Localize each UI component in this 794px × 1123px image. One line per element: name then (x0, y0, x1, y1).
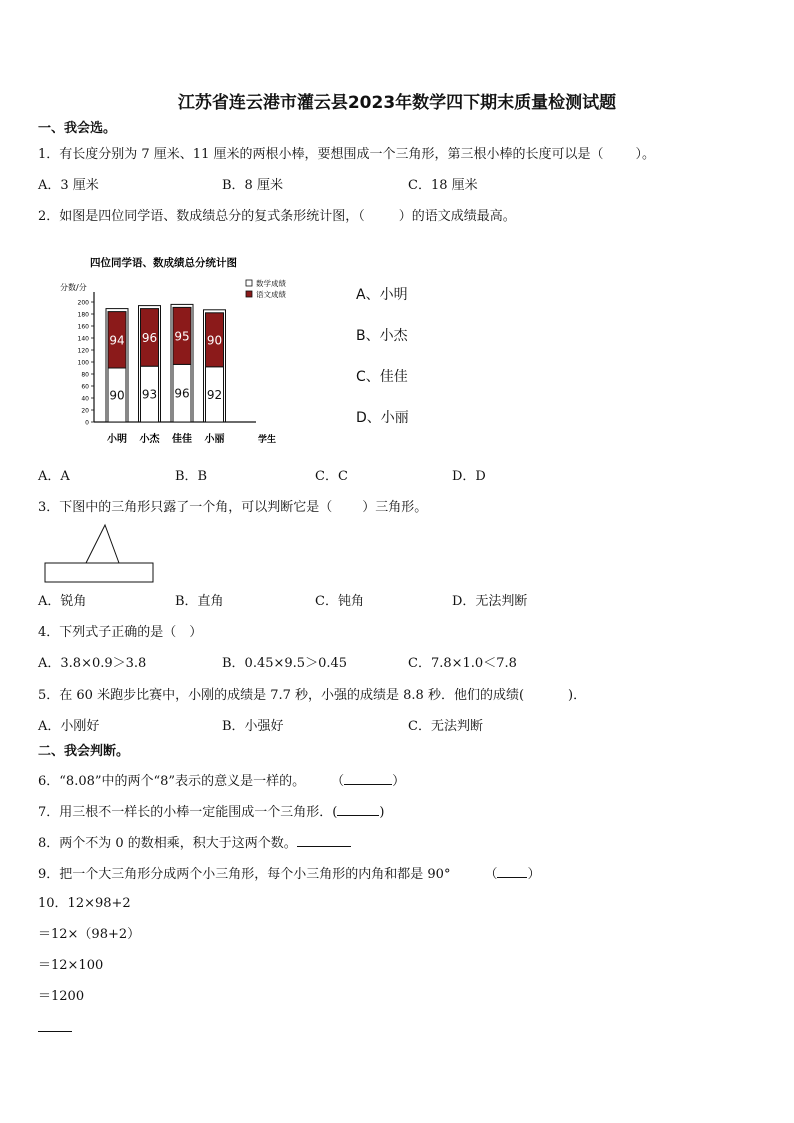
q3-option-b[interactable]: B．直角 (175, 594, 224, 609)
legend-swatch (246, 291, 252, 297)
q2-option-c[interactable]: C．C (315, 469, 348, 484)
q5-option-a[interactable]: A．小刚好 (38, 719, 100, 734)
y-tick-label: 100 (77, 359, 89, 367)
question-5-end: )． (568, 688, 587, 703)
question-9-text: 9．把一个大三角形分成两个小三角形，每个小三角形的内角和都是 90° (38, 867, 451, 882)
bar-data-label: 93 (141, 387, 158, 402)
q2-side-option-c: C、佳佳 (356, 369, 408, 385)
q2-option-d[interactable]: D．D (452, 469, 486, 484)
legend-label: 语文成绩 (256, 290, 286, 299)
y-tick-label: 80 (81, 371, 89, 379)
question-6-text: 6．“8.08”中的两个“8”表示的意义是一样的。 (38, 774, 306, 789)
y-tick-label: 0 (85, 419, 89, 427)
chart-bars (106, 304, 226, 445)
question-1-text: 1．有长度分别为 7 厘米、11 厘米的两根小棒，要想围成一个三角形，第三根小棒的长度可以是（ (38, 147, 604, 162)
chart-legend (246, 278, 286, 299)
y-tick-label: 40 (81, 395, 89, 403)
bar-data-label: 96 (174, 386, 190, 401)
cover-rectangle (45, 563, 153, 582)
question-3 (38, 500, 427, 516)
q2-option-b[interactable]: B．B (175, 469, 208, 484)
q3-option-c[interactable]: C．钝角 (315, 594, 364, 609)
bar-chart (60, 250, 300, 455)
y-tick-label: 120 (77, 347, 89, 355)
question-3-text: 3．下图中的三角形只露了一个角，可以判断它是（ (38, 500, 333, 515)
question-9: 9．把一个大三角形分成两个小三角形，每个小三角形的内角和都是 90° （ ） (38, 864, 540, 883)
q7-answer-blank[interactable] (337, 802, 379, 816)
question-2 (38, 209, 516, 225)
question-3-end: ）三角形。 (362, 500, 428, 515)
x-category-label: 小明 (107, 434, 127, 445)
question-5-text: 5．在 60 米跑步比赛中，小刚的成绩是 7.7 秒，小强的成绩是 8.8 秒．他们的成绩( (38, 688, 525, 703)
question-2-text: 2．如图是四位同学语、数成绩总分的复式条形统计图，（ (38, 209, 365, 224)
q6-answer-blank[interactable] (344, 771, 392, 785)
question-8 (38, 833, 351, 852)
q2-side-option-d: D、小丽 (356, 410, 409, 426)
x-axis-label: 学生 (258, 435, 277, 445)
y-tick-label: 180 (77, 311, 89, 319)
bar-data-label: 94 (109, 333, 125, 348)
question-2-end: ）的语文成绩最高。 (398, 209, 516, 224)
q3-option-a[interactable]: A．锐角 (38, 594, 87, 609)
y-tick-label: 160 (77, 323, 89, 331)
hidden-triangle-figure (44, 522, 156, 584)
x-category-label: 小丽 (204, 434, 225, 445)
question-7-text: 7．用三根不一样长的小棒一定能围成一个三角形．( (38, 805, 338, 820)
q2-option-a[interactable]: A．A (38, 469, 70, 484)
question-1-end: ）。 (635, 147, 655, 162)
x-category-label: 佳佳 (172, 434, 192, 445)
question-8-text: 8．两个不为 0 的数相乘，积大于这两个数。 (38, 836, 297, 851)
question-10-line-2: ＝12×（98+2） (38, 927, 141, 942)
q3-option-d[interactable]: D．无法判断 (452, 594, 528, 609)
section-heading-choice: 一、我会选。 (38, 121, 117, 136)
y-tick-label: 20 (81, 407, 89, 415)
q1-option-c[interactable]: C．18 厘米 (408, 178, 478, 193)
question-7: 7．用三根不一样长的小棒一定能围成一个三角形．( ) (38, 802, 384, 821)
question-10-line-3: ＝12×100 (38, 958, 104, 973)
q5-option-c[interactable]: C．无法判断 (408, 719, 483, 734)
y-tick-label: 140 (77, 335, 89, 343)
question-1 (38, 147, 655, 163)
section-heading-judge: 二、我会判断。 (38, 744, 130, 759)
bar-data-label: 96 (141, 330, 158, 345)
question-10-line-4: ＝1200 (38, 989, 85, 1004)
q2-side-option-a: A、小明 (356, 287, 408, 303)
q4-option-b[interactable]: B．0.45×9.5＞0.45 (222, 656, 348, 671)
y-tick-label: 200 (77, 299, 89, 307)
triangle-exposed-angle (86, 525, 119, 563)
question-5 (38, 688, 586, 704)
chart-title: 四位同学语、数成绩总分统计图 (90, 257, 237, 269)
question-6: 6．“8.08”中的两个“8”表示的意义是一样的。 （ ） (38, 771, 405, 790)
y-tick-label: 60 (81, 383, 89, 391)
legend-label: 数学成绩 (256, 279, 286, 288)
bar-data-label: 92 (206, 387, 223, 402)
q1-option-a[interactable]: A．3 厘米 (38, 178, 99, 193)
bar-data-label: 90 (109, 388, 125, 403)
q2-side-option-b: B、小杰 (356, 328, 408, 344)
q4-option-a[interactable]: A．3.8×0.9＞3.8 (38, 656, 147, 671)
bar-data-label: 95 (174, 329, 190, 344)
page-title: 江苏省连云港市灌云县2023年数学四下期末质量检测试题 (177, 93, 617, 113)
q8-answer-blank[interactable] (297, 833, 351, 847)
x-category-label: 小杰 (139, 434, 160, 445)
question-4: 4．下列式子正确的是（ ） (38, 625, 203, 640)
question-10-answer (38, 1018, 72, 1037)
q9-answer-blank[interactable] (497, 864, 527, 878)
q1-option-b[interactable]: B．8 厘米 (222, 178, 283, 193)
q10-answer-blank[interactable] (38, 1018, 72, 1032)
chart-ylabel: 分数/分 (60, 283, 87, 292)
legend-swatch (246, 280, 252, 286)
q5-option-b[interactable]: B．小强好 (222, 719, 284, 734)
q4-option-c[interactable]: C．7.8×1.0＜7.8 (408, 656, 517, 671)
bar-data-label: 90 (206, 333, 223, 348)
question-10-line-1: 10．12×98+2 (38, 896, 131, 911)
